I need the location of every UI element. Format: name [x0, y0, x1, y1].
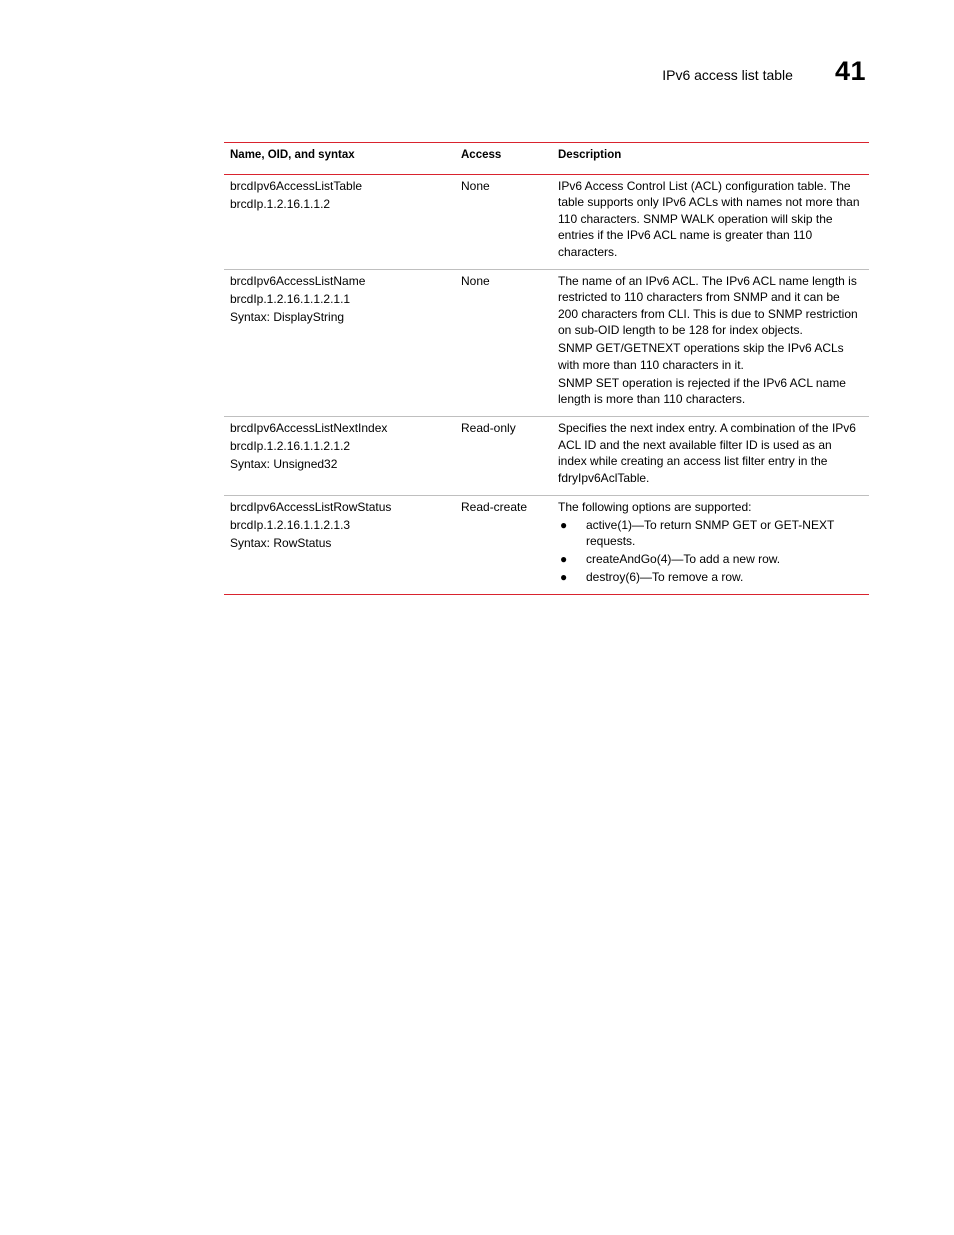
options-list [558, 517, 863, 586]
description-paragraph: Specifies the next index entry. A combination of the IPv6 ACL ID and the next available filter ID is used as an index while creating an access list filter entry in the fdryIpv6AclTable. [558, 421, 856, 485]
column-header-description: Description [558, 149, 622, 161]
description-cell [552, 495, 869, 595]
description-paragraph: The following options are supported: [558, 499, 752, 514]
list-item-text: destroy(6)—To remove a row. [586, 570, 744, 584]
table-header [224, 143, 869, 175]
list-item [558, 551, 863, 568]
name-cell [224, 174, 455, 269]
access-cell: None [461, 273, 490, 288]
bullet-icon: ● [560, 517, 568, 532]
list-item [558, 569, 863, 586]
description-cell [552, 417, 869, 496]
mib-table-container [224, 142, 869, 595]
name-cell [224, 495, 455, 595]
name-cell [224, 269, 455, 417]
list-item-text: createAndGo(4)—To add a new row. [586, 552, 781, 566]
description-paragraph: The name of an IPv6 ACL. The IPv6 ACL name length is restricted to 110 characters from SNMP and it can be 200 characters from CLI. This is due to SNMP restriction on sub-OID length to be 128 for index objects. [558, 273, 858, 337]
bullet-icon: ● [560, 552, 568, 566]
table-row [224, 417, 869, 496]
description-cell [552, 269, 869, 417]
bullet-icon: ● [560, 570, 568, 584]
list-item [558, 517, 863, 550]
section-title: IPv6 access list table [662, 67, 793, 83]
access-cell: None [461, 178, 490, 193]
name-cell [224, 417, 455, 496]
object-syntax: Syntax: Unsigned32 [230, 457, 338, 471]
object-oid: brcdIp.1.2.16.1.1.2.1.2 [230, 439, 351, 453]
object-name: brcdIpv6AccessListRowStatus [230, 499, 392, 514]
object-oid: brcdIp.1.2.16.1.1.2 [230, 196, 331, 211]
column-header-name: Name, OID, and syntax [230, 149, 355, 161]
access-cell: Read-only [461, 421, 516, 435]
object-syntax: Syntax: DisplayString [230, 309, 345, 324]
object-name: brcdIpv6AccessListNextIndex [230, 421, 388, 435]
object-syntax: Syntax: RowStatus [230, 535, 332, 550]
header-row [224, 143, 869, 175]
table-row [224, 174, 869, 269]
column-header-access: Access [461, 149, 502, 161]
list-item-text: active(1)—To return SNMP GET or GET-NEXT requests. [586, 517, 835, 548]
mib-object-table [224, 142, 869, 595]
object-oid: brcdIp.1.2.16.1.1.2.1.1 [230, 291, 351, 306]
object-oid: brcdIp.1.2.16.1.1.2.1.3 [230, 517, 351, 532]
page-header [662, 56, 866, 87]
description-paragraph: SNMP GET/GETNEXT operations skip the IPv6 ACLs with more than 110 characters in it. [558, 341, 844, 372]
description-paragraph: SNMP SET operation is rejected if the IPv6 ACL name length is more than 110 characters. [558, 375, 846, 406]
chapter-number: 41 [834, 56, 866, 86]
object-name: brcdIpv6AccessListTable [230, 178, 363, 193]
description-cell [552, 174, 869, 269]
description-paragraph: IPv6 Access Control List (ACL) configuration table. The table supports only IPv6 ACLs with names not more than 110 characters. SNMP WALK operation will skip the entries if the IPv6 ACL name is greater than 110 characters. [558, 178, 860, 259]
table-row [224, 269, 869, 417]
access-cell: Read-create [461, 499, 528, 514]
table-row [224, 495, 869, 595]
object-name: brcdIpv6AccessListName [230, 273, 366, 288]
table-body [224, 174, 869, 595]
